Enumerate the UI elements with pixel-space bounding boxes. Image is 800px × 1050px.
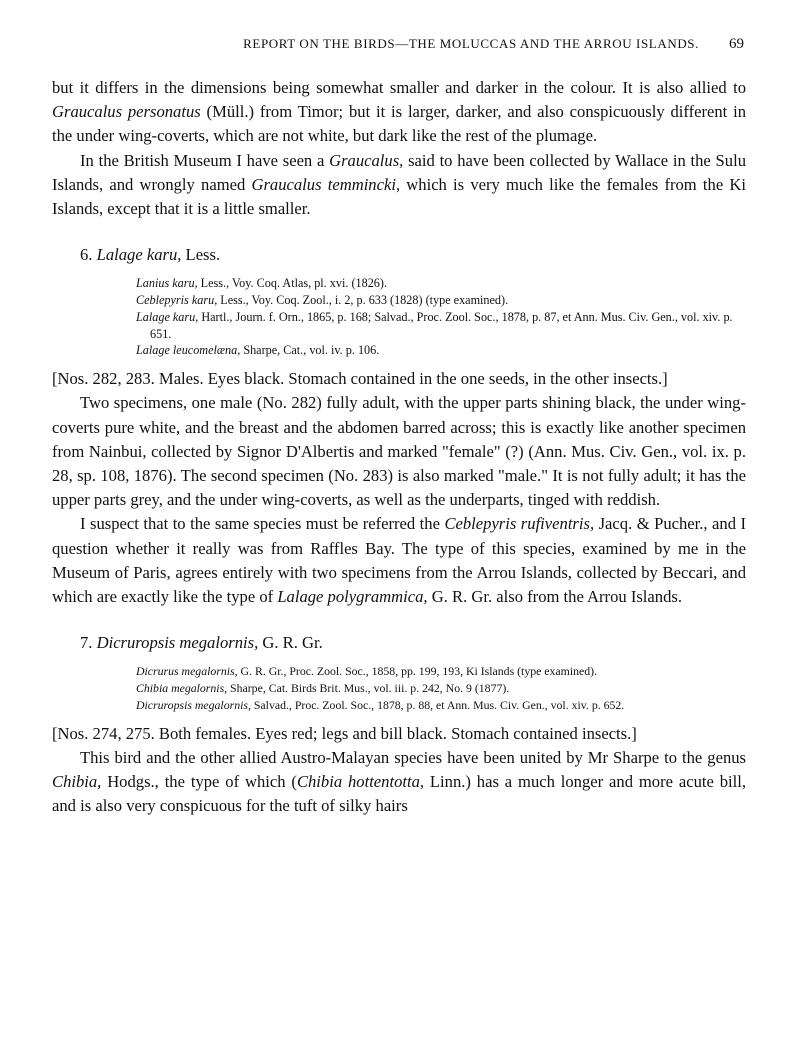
italic-taxon: Chibia hottentotta, — [296, 772, 425, 792]
synonymy-list — [136, 663, 746, 713]
page-number: 69 — [729, 36, 744, 52]
italic-taxon: Ceblepyris karu, — [136, 293, 218, 308]
italic-taxon: Dicrurus megalornis, — [136, 664, 238, 679]
running-header — [52, 36, 744, 53]
italic-taxon: Chibia, — [52, 772, 102, 792]
synonymy-list — [136, 275, 746, 359]
paragraph: Two specimens, one male (No. 282) fully adult, with the upper parts shining black, the under wing-coverts pure white, and the breast and the abdomen barred across; this is exactly like another specimen from Nainbui, collected by Signor D'Albertis and marked "female" (?) (Ann. Mus. Civ. Gen., vol. ix. p. 28, sp. 108, 1876). The second specimen (No. 283) is also marked "male." It is not fully adult; it has the upper parts grey, and the under wing-coverts, as well as the underparts, tinged with reddish. — [52, 393, 746, 510]
paragraph: This bird and the other allied Austro-Malayan species have been united by Mr Sharpe to the genus Chibia, Hodgs., the type of which (Chibia hottentotta, Linn.) has a much longer and more acute bill, and is also very conspicuous for the tuft of silky hairs — [52, 747, 746, 816]
italic-taxon: Lalage karu, — [96, 245, 182, 265]
synonymy-reference: Dicruropsis megalornis, Salvad., Proc. Zool. Soc., 1878, p. 88, et Ann. Mus. Civ. Gen., vol. xiv. p. 652. — [136, 697, 625, 712]
paragraph: but it differs in the dimensions being somewhat smaller and darker in the colour. It is also allied to Graucalus personatus (Müll.) from Timor; but it is larger, darker, and also conspicuously different in the under wing-coverts, which are not white, but dark like the rest of the plumage. — [52, 78, 747, 146]
italic-taxon: Graucalus personatus — [52, 102, 201, 122]
italic-taxon: Lalage leucomelæna, — [136, 343, 241, 358]
synonymy-reference: Lalage leucomelæna, Sharpe, Cat., vol. iv. p. 106. — [136, 343, 380, 358]
page-body — [52, 76, 746, 818]
paragraph: In the British Museum I have seen a Graucalus, said to have been collected by Wallace in the Sulu Islands, and wrongly named Graucalus temmincki, which is very much like the females from the Ki Islands, except that it is a little smaller. — [52, 150, 746, 219]
italic-taxon: Chibia megalornis, — [136, 681, 228, 696]
specimen-note: [Nos. 282, 283. Males. Eyes black. Stomach contained in the one seeds, in the other insects.] — [52, 369, 668, 389]
species-heading: 6. Lalage karu, Less. — [80, 245, 221, 265]
italic-taxon: Graucalus, — [329, 150, 404, 170]
italic-taxon: Graucalus temmincki, — [251, 174, 401, 194]
italic-taxon: Lalage polygrammica, — [277, 587, 428, 607]
italic-taxon: Dicruropsis megalornis, — [96, 633, 259, 653]
species-heading: 7. Dicruropsis megalornis, G. R. Gr. — [80, 633, 323, 653]
running-title: REPORT ON THE BIRDS—THE MOLUCCAS AND THE ARROU ISLANDS. — [243, 36, 699, 51]
synonymy-reference: Ceblepyris karu, Less., Voy. Coq. Zool., i. 2, p. 633 (1828) (type examined). — [136, 293, 509, 308]
synonymy-reference: Chibia megalornis, Sharpe, Cat. Birds Brit. Mus., vol. iii. p. 242, No. 9 (1877). — [136, 681, 510, 696]
italic-taxon: Lanius karu, — [136, 276, 198, 291]
synonymy-reference: Lalage karu, Hartl., Journ. f. Orn., 1865, p. 168; Salvad., Proc. Zool. Soc., 1878, p. 87, et Ann. Mus. Civ. Gen., vol. xiv. p. 651. — [136, 309, 733, 341]
paragraph: I suspect that to the same species must be referred the Ceblepyris rufiventris, Jacq. & Pucher., and I question whether it really was from Raffles Bay. The type of this species, examined by me in the Museum of Paris, agrees entirely with two specimens from the Arrou Islands, collected by Beccari, and which are exactly like the type of Lalage polygrammica, G. R. Gr. also from the Arrou Islands. — [52, 514, 746, 607]
specimen-note: [Nos. 274, 275. Both females. Eyes red; legs and bill black. Stomach contained insects.] — [52, 723, 637, 743]
synonymy-reference: Dicrurus megalornis, G. R. Gr., Proc. Zool. Soc., 1858, pp. 199, 193, Ki Islands (type examined). — [136, 664, 598, 679]
italic-taxon: Dicruropsis megalornis, — [136, 697, 251, 712]
synonymy-reference: Lanius karu, Less., Voy. Coq. Atlas, pl. xvi. (1826). — [136, 276, 387, 291]
italic-taxon: Lalage karu, — [136, 309, 199, 324]
italic-taxon: Ceblepyris rufiventris, — [444, 514, 595, 534]
